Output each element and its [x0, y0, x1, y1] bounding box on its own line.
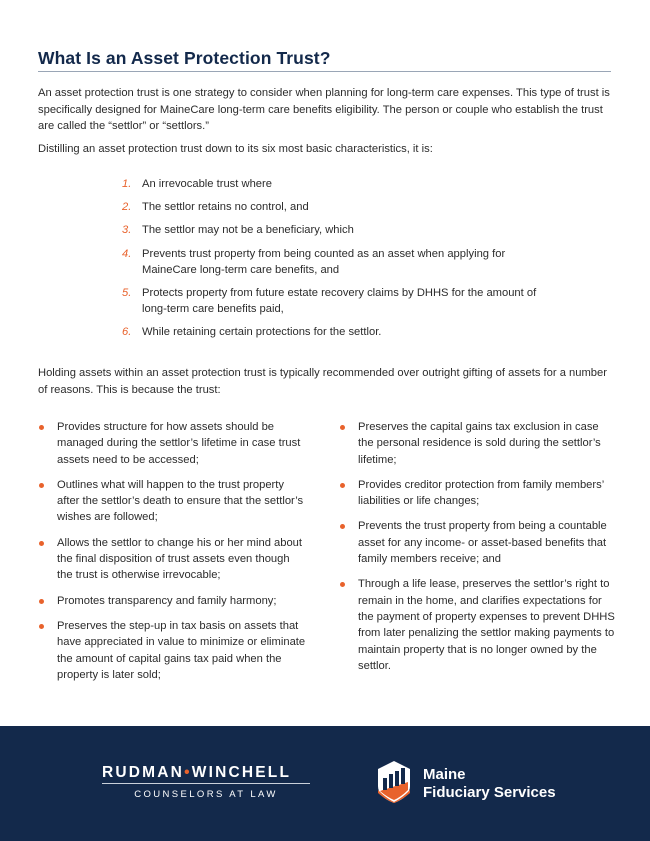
list-item — [339, 419, 617, 468]
list-item — [122, 199, 542, 215]
list-item — [122, 222, 542, 238]
list-item — [38, 419, 308, 468]
bullet-icon — [39, 599, 44, 604]
list-item — [38, 593, 308, 609]
title-divider — [38, 71, 611, 72]
list-item-text: Preserves the capital gains tax exclusion in case the personal residence is sold during the settlor’s lifetime; — [358, 421, 601, 466]
list-item-text: Allows the settlor to change his or her mind about the final disposition of trust assets even though the trust is otherwise irrevocable; — [57, 536, 303, 582]
bullet-icon — [340, 524, 345, 529]
logo-word-right: WINCHELL — [191, 764, 292, 781]
maine-fiduciary-shield-icon — [376, 760, 412, 804]
list-number: 6. — [122, 326, 132, 339]
bullet-icon — [39, 483, 44, 488]
rudman-winchell-logo — [102, 764, 291, 782]
page-title: What Is an Asset Protection Trust? — [38, 48, 331, 68]
list-item — [122, 324, 542, 340]
mfs-name-line1: Maine — [423, 766, 466, 783]
bullet-icon — [340, 582, 345, 587]
bullet-icon — [340, 425, 345, 430]
bullet-icon — [39, 425, 44, 430]
list-item-text: Provides structure for how assets should be managed during the settlor’s lifetime in case trust assets need to be accessed; — [57, 421, 301, 466]
list-number: 2. — [122, 201, 132, 214]
list-item — [122, 285, 542, 317]
list-item — [38, 618, 308, 683]
list-item-text: Provides creditor protection from family members’ liabilities or life changes; — [358, 478, 604, 508]
list-item-text: While retaining certain protections for the settlor. — [142, 326, 382, 339]
bullet-icon — [39, 624, 44, 629]
intro-paragraph: An asset protection trust is one strategy to consider when planning for long-term care expenses. This type of trust is specifically designed for MaineCare long-term care benefits eligibility. The person or couple who establish the trust are called the “settlor” or “settlors.” — [38, 87, 610, 132]
logo-divider — [102, 783, 310, 784]
list-item-text: The settlor may not be a beneficiary, which — [142, 224, 354, 237]
list-item-text: Promotes transparency and family harmony; — [57, 594, 277, 607]
list-item — [122, 246, 542, 278]
list-number: 4. — [122, 247, 132, 260]
mfs-name-line2: Fiduciary Services — [423, 784, 556, 801]
list-item — [38, 535, 308, 584]
list-item-text: Outlines what will happen to the trust property after the settlor’s death to ensure that the settlor’s wishes are followed; — [57, 478, 304, 524]
list-item — [339, 518, 617, 567]
list-number: 5. — [122, 287, 132, 300]
list-item-text: Prevents the trust property from being a countable asset for any income- or asset-based benefits that family members receive; and — [358, 520, 607, 566]
footer-band — [0, 726, 650, 841]
list-item — [339, 477, 617, 510]
maine-fiduciary-services-logo — [423, 766, 556, 802]
list-item — [339, 576, 617, 674]
list-item-text: Prevents trust property from being counted as an asset when applying for MaineCare long-term care benefits, and — [142, 247, 506, 276]
list-item — [38, 477, 308, 526]
list-item-text: Through a life lease, preserves the settlor’s right to remain in the home, and clarifies expectations for the payment of property expenses to prevent DHHS from later penalizing the settlor making payments to maintain property that is no longer owned by the settlor. — [358, 578, 615, 672]
bullet-icon — [39, 541, 44, 546]
list-item-text: Protects property from future estate recovery claims by DHHS for the amount of long-term care benefits paid, — [142, 287, 537, 316]
reasons-list-right — [339, 419, 617, 674]
logo-tagline: COUNSELORS AT LAW — [134, 789, 278, 800]
list-item-text: Preserves the step-up in tax basis on assets that have appreciated in value to minimize or eliminate the amount of capital gains tax paid when the property is later sold; — [57, 619, 306, 681]
list-number: 3. — [122, 224, 132, 237]
reasons-list-left — [38, 419, 308, 683]
logo-dot-icon: • — [184, 764, 192, 781]
list-number: 1. — [122, 178, 132, 190]
list-item-text: The settlor retains no control, and — [142, 201, 309, 214]
logo-word-left: RUDMAN — [102, 764, 185, 781]
holding-paragraph: Holding assets within an asset protection trust is typically recommended over outright gifting of assets for a number of reasons. This is because the trust: — [38, 367, 607, 396]
list-item-text: An irrevocable trust where — [142, 178, 272, 190]
bullet-icon — [340, 483, 345, 488]
distilling-paragraph: Distilling an asset protection trust down to its six most basic characteristics, it is: — [38, 143, 433, 155]
list-item — [122, 176, 542, 192]
characteristics-list — [122, 176, 542, 341]
